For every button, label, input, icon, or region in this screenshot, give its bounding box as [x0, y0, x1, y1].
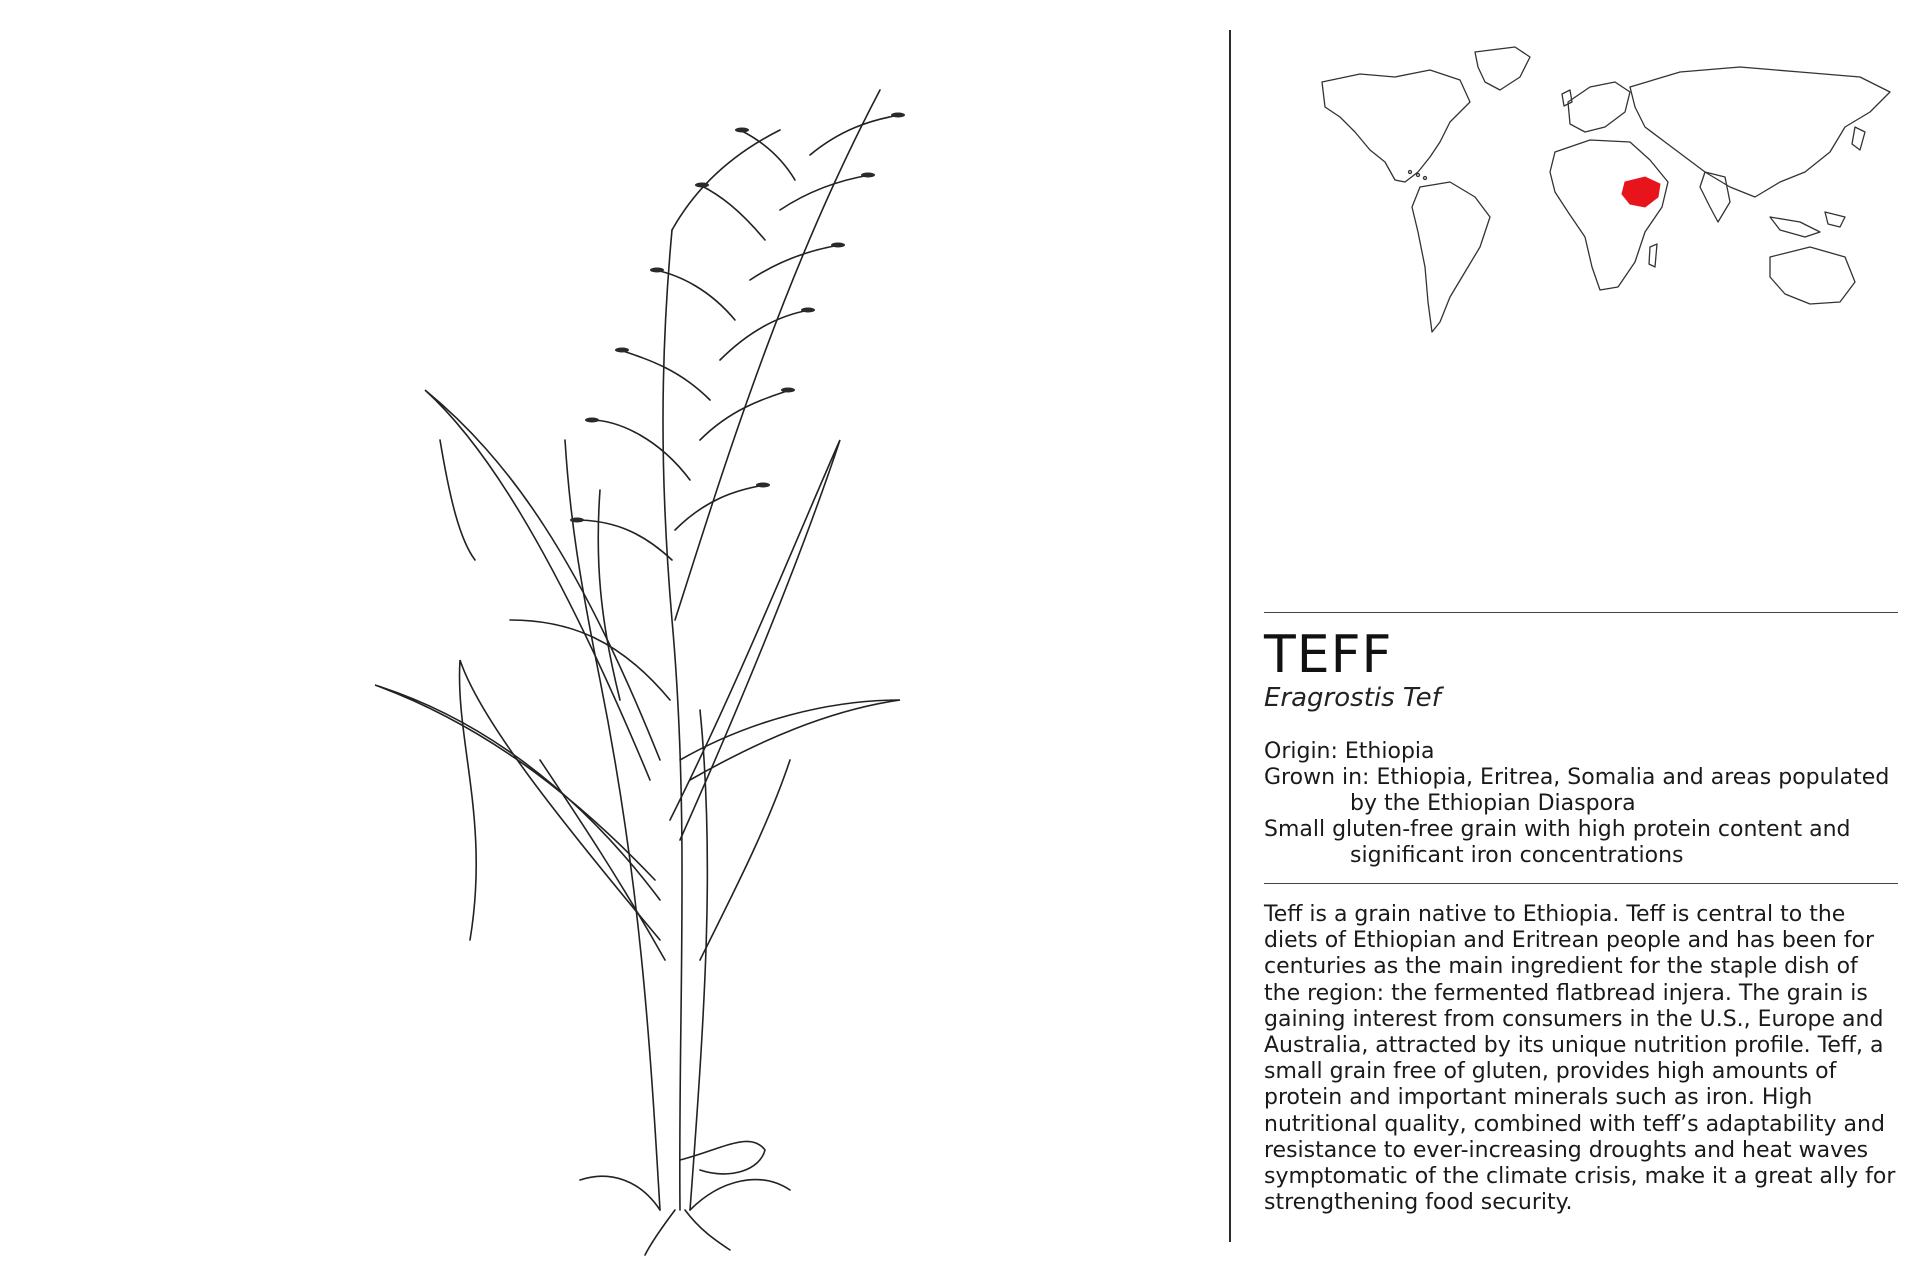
- greenland-outline: [1475, 47, 1530, 90]
- scientific-name: Eragrostis Tef: [1264, 683, 1441, 713]
- world-map: [1300, 32, 1900, 362]
- australia-outline: [1770, 247, 1855, 304]
- facts-list: [1264, 739, 1898, 869]
- fact-grown-in: Grown in: Ethiopia, Eritrea, Somalia and areas populated by the Ethiopian Diaspora: [1264, 765, 1890, 816]
- vertical-divider: [1229, 30, 1231, 1242]
- ethiopia-highlight: [1622, 177, 1660, 207]
- fact-origin: Origin: Ethiopia: [1264, 739, 1435, 764]
- top-rule: [1264, 612, 1898, 613]
- info-panel: [1264, 612, 1898, 1216]
- africa-outline: [1550, 140, 1668, 290]
- asia-outline: [1630, 67, 1890, 197]
- page-title: TEFF: [1264, 625, 1393, 685]
- fact-nutrition: Small gluten-free grain with high protein content and significant iron concentrations: [1264, 817, 1851, 868]
- middle-rule: [1264, 883, 1898, 884]
- europe-outline: [1568, 82, 1630, 132]
- north-america-outline: [1322, 70, 1470, 182]
- description-text: Teff is a grain native to Ethiopia. Teff is central to the diets of Ethiopian and Eritrean people and has been for centuries as the main ingredient for the staple dish of the region: the fermented flatbread injera. The grain is gaining interest from consumers in the U.S., Europe and Australia, attracted by its unique nutrition profile. Teff, a small grain free of gluten, provides high amounts of protein and important minerals such as iron. High nutritional quality, combined with teff’s adaptability and resistance to ever-increasing droughts and heat waves symptomatic of the climate crisis, make it a great ally for strengthening food security.: [1264, 902, 1896, 1216]
- south-america-outline: [1412, 182, 1490, 332]
- india-outline: [1700, 172, 1730, 222]
- teff-plant-illustration: [360, 60, 920, 1260]
